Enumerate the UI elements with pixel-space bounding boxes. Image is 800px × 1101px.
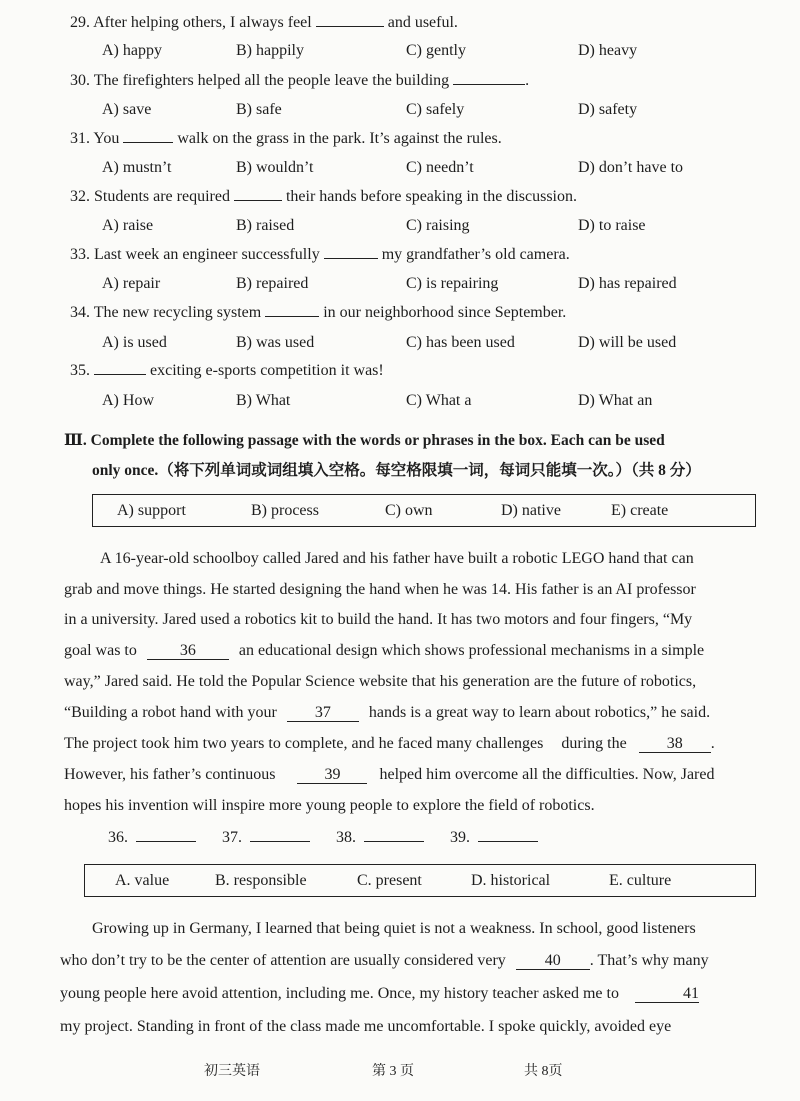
- passage-text: young people here avoid attention, including me. Once, my history teacher asked me to: [60, 985, 619, 1002]
- footer-subject: 初三英语: [204, 1064, 260, 1079]
- passage-text: an educational design which shows professional mechanisms in a simple: [238, 642, 705, 659]
- question-text: exciting e-sports competition it was!: [150, 362, 384, 379]
- question-number: 35.: [70, 362, 90, 379]
- answer-label: 37.: [222, 829, 242, 846]
- passage-line: [64, 642, 704, 660]
- passage-text: “Building a robot hand with your: [64, 704, 277, 721]
- question-text: After helping others, I always feel: [93, 14, 312, 31]
- question-text: You: [93, 130, 120, 147]
- option-a[interactable]: A) repair: [102, 275, 161, 292]
- blank-37[interactable]: 37: [287, 704, 359, 722]
- question-text: my grandfather’s old camera.: [381, 246, 570, 263]
- answer-blank[interactable]: [123, 141, 173, 143]
- answer-blank[interactable]: [265, 315, 319, 317]
- answer-blank[interactable]: [316, 25, 384, 27]
- option-c[interactable]: C) is repairing: [406, 275, 499, 292]
- option-d[interactable]: D) heavy: [578, 42, 638, 59]
- passage-text: hands is a great way to learn about robotics,” he said.: [368, 704, 711, 721]
- passage-text: The project took him two years to complete, and he faced many challenges: [64, 735, 544, 752]
- passage-text: However, his father’s continuous: [64, 766, 276, 783]
- passage-line: Growing up in Germany, I learned that being quiet is not a weakness. In school, good listeners: [92, 920, 696, 937]
- option-d[interactable]: D) has repaired: [578, 275, 677, 292]
- word-option: A) support: [117, 502, 186, 519]
- option-a[interactable]: A) happy: [102, 42, 162, 59]
- option-b[interactable]: B) happily: [236, 42, 304, 59]
- section-instruction: Ⅲ. Complete the following passage with the words or phrases in the box. Each can be used: [64, 432, 665, 449]
- answer-blank-38[interactable]: [364, 840, 424, 842]
- option-b[interactable]: B) raised: [236, 217, 295, 234]
- question-text: Last week an engineer successfully: [94, 246, 320, 263]
- question-number: 32.: [70, 188, 90, 205]
- passage-line: [60, 952, 709, 970]
- question-29: [70, 14, 458, 32]
- option-b[interactable]: B) repaired: [236, 275, 309, 292]
- word-box: [84, 864, 756, 897]
- option-d[interactable]: D) don’t have to: [578, 159, 684, 176]
- question-text: The new recycling system: [93, 304, 262, 321]
- option-d[interactable]: D) to raise: [578, 217, 646, 234]
- option-b[interactable]: B) What: [236, 392, 291, 409]
- question-text: .: [525, 72, 530, 89]
- blank-36[interactable]: 36: [147, 642, 229, 660]
- passage-line: [64, 704, 710, 722]
- question-number: 30.: [70, 72, 90, 89]
- option-c[interactable]: C) raising: [406, 217, 470, 234]
- passage-text: .: [710, 735, 715, 752]
- word-option: C. present: [357, 872, 422, 889]
- passage-line: grab and move things. He started designing the hand when he was 14. His father is an AI professor: [64, 581, 696, 598]
- question-text: and useful.: [387, 14, 458, 31]
- word-option: B. responsible: [215, 872, 307, 889]
- question-number: 31.: [70, 130, 90, 147]
- question-text: Students are required: [94, 188, 230, 205]
- option-a[interactable]: A) is used: [102, 334, 167, 351]
- option-b[interactable]: B) wouldn’t: [236, 159, 314, 176]
- option-c[interactable]: C) What a: [406, 392, 472, 409]
- option-c[interactable]: C) gently: [406, 42, 466, 59]
- answer-row: [108, 829, 538, 847]
- question-number: 34.: [70, 304, 90, 321]
- word-option: D) native: [501, 502, 561, 519]
- option-a[interactable]: A) save: [102, 101, 152, 118]
- word-option: B) process: [251, 502, 319, 519]
- blank-40[interactable]: 40: [516, 952, 590, 970]
- passage-line: A 16-year-old schoolboy called Jared and his father have built a robotic LEGO hand that can: [100, 550, 694, 567]
- passage-line: way,” Jared said. He told the Popular Science website that his generation are the future of robotics,: [64, 673, 697, 690]
- answer-blank[interactable]: [324, 257, 378, 259]
- passage-line: [60, 985, 699, 1003]
- option-d[interactable]: D) safety: [578, 101, 638, 118]
- word-option: E. culture: [609, 872, 672, 889]
- passage-text: during the: [561, 735, 627, 752]
- option-d[interactable]: D) What an: [578, 392, 653, 409]
- option-b[interactable]: B) was used: [236, 334, 315, 351]
- answer-label: 38.: [336, 829, 356, 846]
- word-option: D. historical: [471, 872, 551, 889]
- answer-label: 39.: [450, 829, 470, 846]
- section-heading: [64, 426, 764, 486]
- word-option: A. value: [115, 872, 170, 889]
- question-31: [70, 130, 502, 148]
- answer-label: 36.: [108, 829, 128, 846]
- question-30: [70, 72, 529, 90]
- passage-line: my project. Standing in front of the class made me uncomfortable. I spoke quickly, avoided eye: [60, 1018, 672, 1035]
- footer-page: 第 3 页: [372, 1064, 414, 1079]
- option-a[interactable]: A) raise: [102, 217, 154, 234]
- option-c[interactable]: C) has been used: [406, 334, 515, 351]
- word-box: [92, 494, 756, 527]
- question-text: The firefighters helped all the people leave the building: [93, 72, 450, 89]
- word-option: C) own: [385, 502, 433, 519]
- question-text: walk on the grass in the park. It’s against the rules.: [177, 130, 502, 147]
- answer-blank-36[interactable]: [136, 840, 196, 842]
- question-number: 29.: [70, 14, 90, 31]
- word-option: E) create: [611, 502, 669, 519]
- section-instruction: only once.（将下列单词或词组填入空格。每空格限填一词，每词只能填一次。）（共 8 分）: [92, 462, 701, 479]
- passage-text: helped him overcome all the difficulties. Now, Jared: [379, 766, 715, 783]
- answer-blank-39[interactable]: [478, 840, 538, 842]
- passage-line: [64, 766, 714, 784]
- passage-line: [64, 735, 715, 753]
- question-35: [70, 362, 384, 380]
- answer-blank[interactable]: [94, 373, 146, 375]
- option-a[interactable]: A) mustn’t: [102, 159, 172, 176]
- blank-39[interactable]: 39: [297, 766, 367, 784]
- option-b[interactable]: B) safe: [236, 101, 282, 118]
- option-c[interactable]: C) safely: [406, 101, 465, 118]
- passage-text: who don’t try to be the center of attention are usually considered very: [60, 952, 506, 969]
- question-number: 33.: [70, 246, 90, 263]
- passage-text: goal was to: [64, 642, 137, 659]
- question-33: [70, 246, 570, 264]
- option-c[interactable]: C) needn’t: [406, 159, 474, 176]
- option-d[interactable]: D) will be used: [578, 334, 677, 351]
- passage-text: . That’s why many: [589, 952, 709, 969]
- answer-blank[interactable]: [234, 199, 282, 201]
- passage-line: hopes his invention will inspire more young people to explore the field of robotics.: [64, 797, 595, 814]
- blank-38[interactable]: 38: [639, 735, 711, 753]
- question-34: [70, 304, 566, 322]
- question-32: [70, 188, 577, 206]
- passage-line: in a university. Jared used a robotics kit to build the hand. It has two motors and four fingers, “My: [64, 611, 693, 628]
- question-text: their hands before speaking in the discussion.: [285, 188, 577, 205]
- blank-41[interactable]: 41: [635, 985, 699, 1003]
- option-a[interactable]: A) How: [102, 392, 154, 409]
- answer-blank[interactable]: [453, 83, 525, 85]
- question-text: in our neighborhood since September.: [323, 304, 567, 321]
- footer-total: 共 8页: [524, 1064, 563, 1079]
- answer-blank-37[interactable]: [250, 840, 310, 842]
